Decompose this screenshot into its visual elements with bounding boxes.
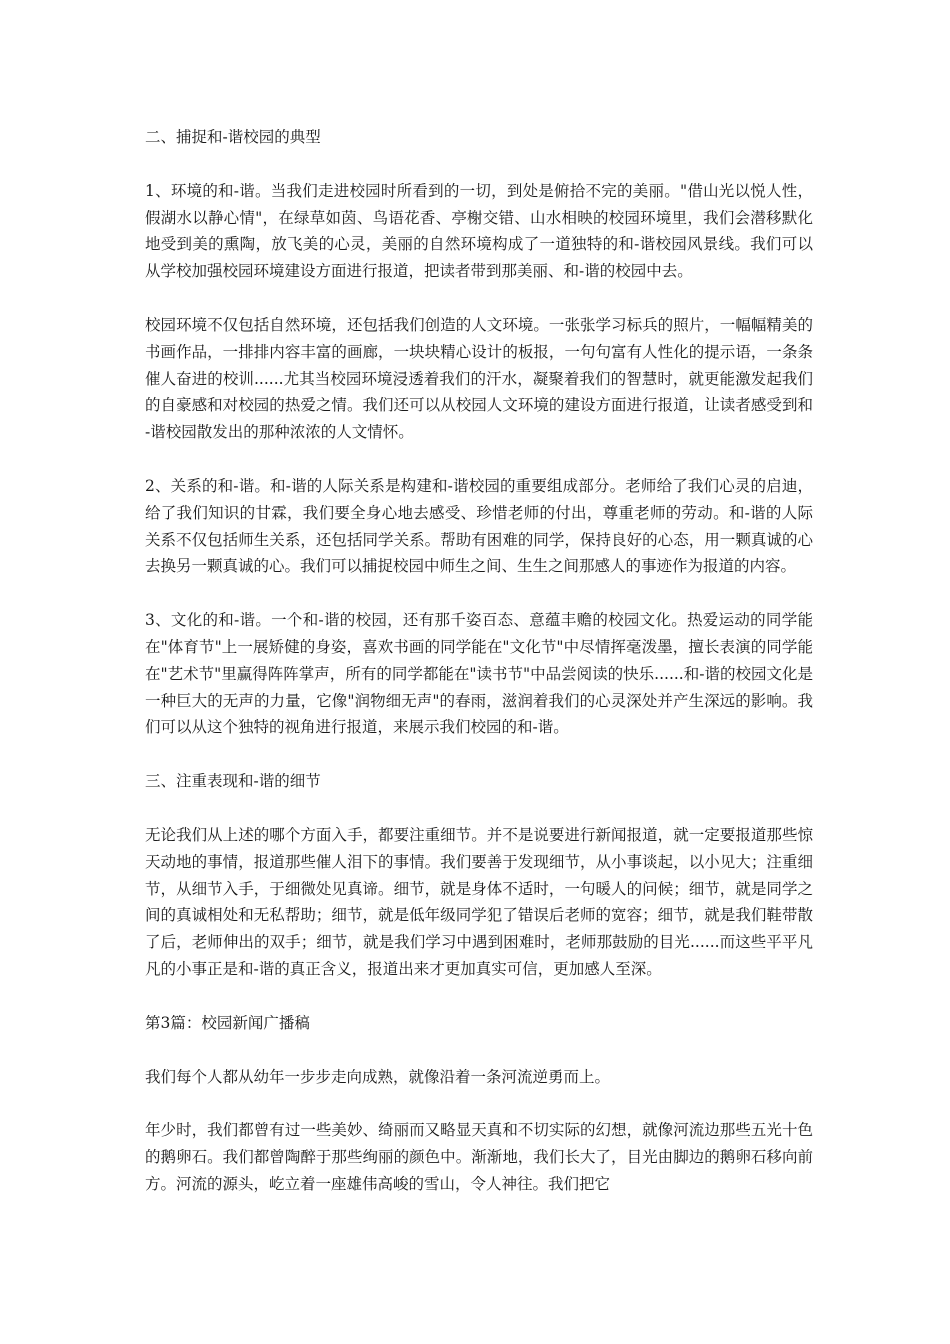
paragraph-culture-harmony: 3、文化的和-谐。一个和-谐的校园，还有那千姿百态、意蕴丰赡的校园文化。热爱运动的同学能在"体育节"上一展矫健的身姿，喜欢书画的同学能在"文化节"中尽情挥毫泼墨，擅长表演的同学能在"艺术节"里赢得阵阵掌声，所有的同学都能在"读书节"中品尝阅读的快乐......和-谐的校园文化是一种巨大的无声的力量，它像"润物细无声"的春雨，滋润着我们的心灵深处并产生深远的影响。我们可以从这个独特的视角进行报道，来展示我们校园的和-谐。 <box>145 611 813 737</box>
section-heading-capture-harmony: 二、捕捉和-谐校园的典型 <box>145 128 321 146</box>
paragraph-growth: 我们每个人都从幼年一步步走向成熟，就像沿着一条河流逆勇而上。 <box>145 1067 611 1086</box>
document-body <box>145 124 813 1225</box>
paragraph-details: 无论我们从上述的哪个方面入手，都要注重细节。并不是说要进行新闻报道，就一定要报道那些惊天动地的事情，报道那些催人泪下的事情。我们要善于发现细节，从小事谈起，以小见大；注重细节，从细节入手，于细微处见真谛。细节，就是身体不适时，一句暖人的问候；细节，就是同学之间的真诚相处和无私帮助；细节，就是低年级同学犯了错误后老师的宽容；细节，就是我们鞋带散了后，老师伸出的双手；细节，就是我们学习中遇到困难时，老师那鼓励的目光......而这些平平凡凡的小事正是和-谐的真正含义，报道出来才更加真实可信，更加感人至深。 <box>145 825 813 978</box>
section-heading-details: 三、注重表现和-谐的细节 <box>145 772 321 791</box>
paragraph-environment-harmony: 1、环境的和-谐。当我们走进校园时所看到的一切，到处是俯拾不完的美丽。"借山光以悦人性，假湖水以静心情"，在绿草如茵、鸟语花香、亭榭交错、山水相映的校园环境里，我们会潜移默化地受到美的熏陶，放飞美的心灵，美丽的自然环境构成了一道独特的和-谐校园风景线。我们可以从学校加强校园环境建设方面进行报道，把读者带到那美丽、和-谐的校园中去。 <box>145 181 813 281</box>
paragraph-relationship-harmony: 2、关系的和-谐。和-谐的人际关系是构建和-谐校园的重要组成部分。老师给了我们心灵的启迪，给了我们知识的甘霖，我们要全身心地去感受、珍惜老师的付出，尊重老师的劳动。和-谐的人际关系不仅包括师生关系，还包括同学关系。帮助有困难的同学，保持良好的心态，用一颗真诚的心去换另一颗真诚的心。我们可以捕捉校园中师生之间、生生之间那感人的事迹作为报道的内容。 <box>145 476 813 576</box>
section-heading-broadcast: 第3篇：校园新闻广播稿 <box>145 1013 310 1032</box>
paragraph-youth: 年少时，我们都曾有过一些美妙、绮丽而又略显天真和不切实际的幻想，就像河流边那些五光十色的鹅卵石。我们都曾陶醉于那些绚丽的颜色中。渐渐地，我们长大了，目光由脚边的鹅卵石移向前方。河流的源头，屹立着一座雄伟高峻的雪山，令人神往。我们把它 <box>145 1121 813 1193</box>
paragraph-humanistic-environment: 校园环境不仅包括自然环境，还包括我们创造的人文环境。一张张学习标兵的照片，一幅幅精美的书画作品，一排排内容丰富的画廊，一块块精心设计的板报，一句句富有人性化的提示语，一条条催人奋进的校训......尤其当校园环境浸透着我们的汗水，凝聚着我们的智慧时，就更能激发起我们的自豪感和对校园的热爱之情。我们还可以从校园人文环境的建设方面进行报道，让读者感受到和-谐校园散发出的那种浓浓的人文情怀。 <box>145 315 813 442</box>
